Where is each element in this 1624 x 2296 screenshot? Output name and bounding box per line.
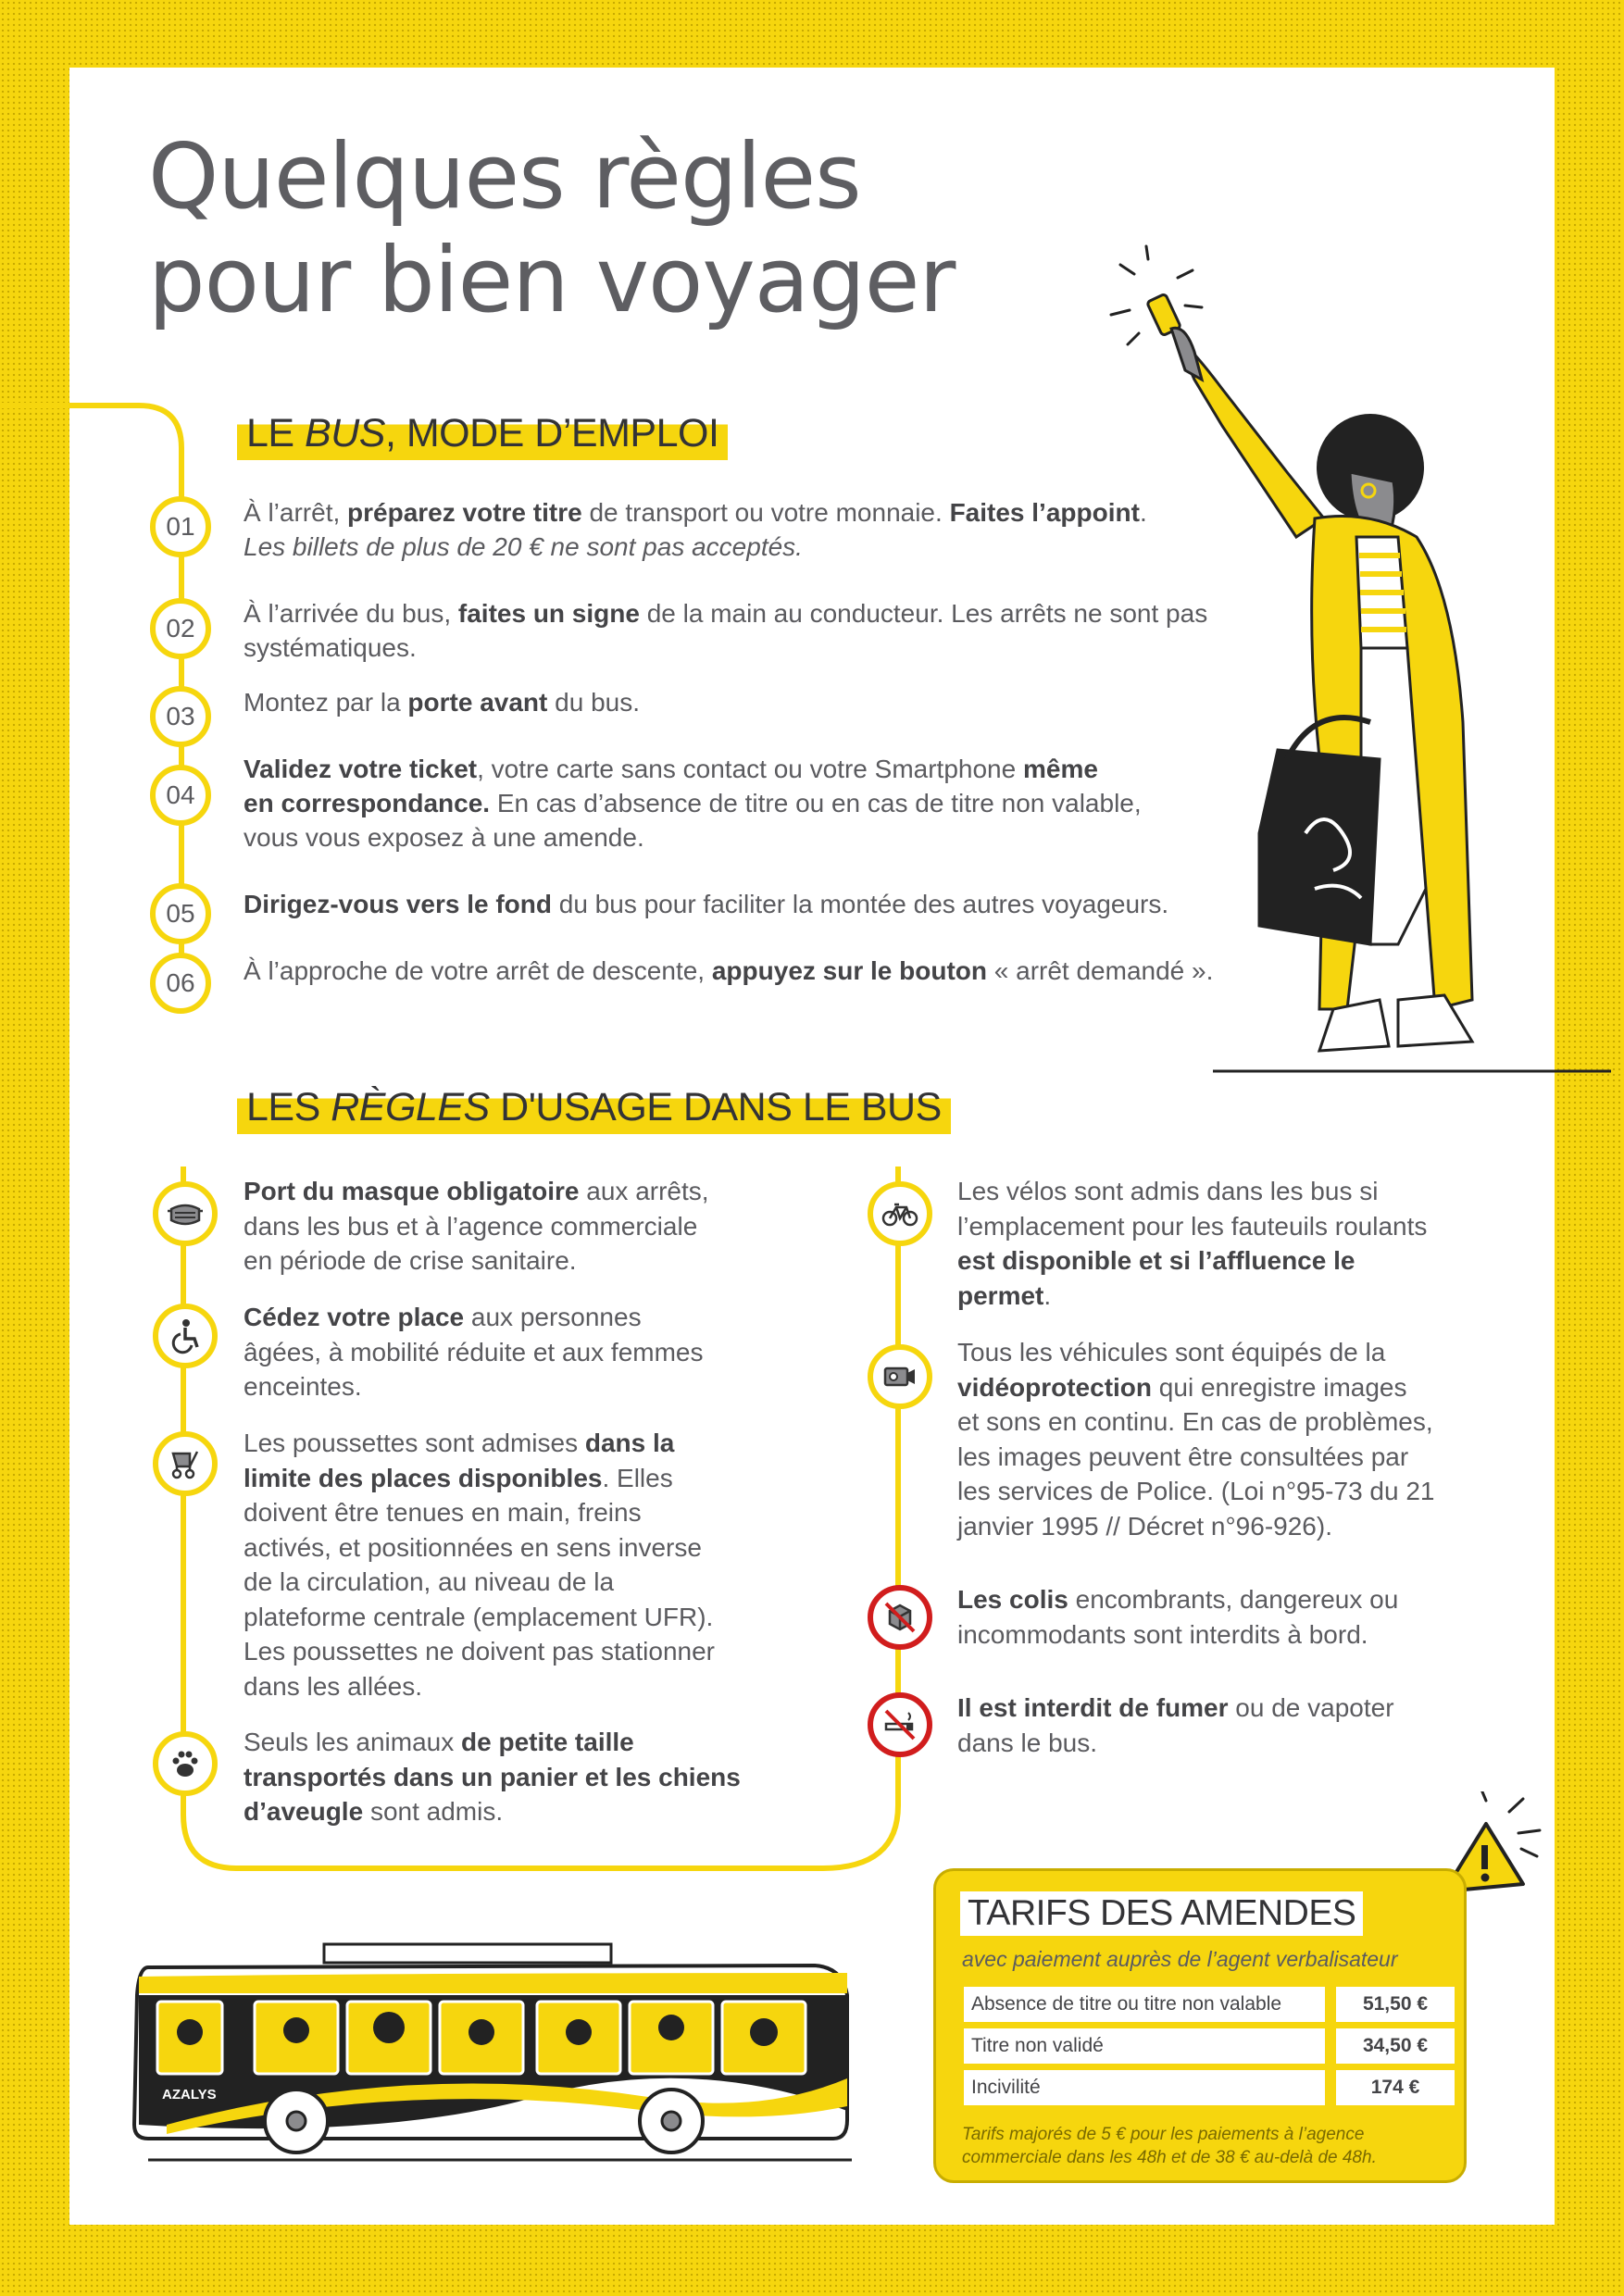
no-smoking-icon (881, 1705, 919, 1744)
step-number-badge: 01 (150, 496, 211, 557)
heading-bus-post: , MODE D’EMPLOI (384, 411, 719, 455)
step-number-badge: 02 (150, 598, 211, 659)
bold-text: limite des places disponibles (244, 1463, 603, 1492)
bold-text: Cédez votre place (244, 1303, 465, 1331)
rule-text (957, 1174, 1494, 1313)
text-run: Tous les véhicules sont équipés de la (957, 1338, 1386, 1366)
bold-text: même (1022, 755, 1098, 783)
rule-text (957, 1582, 1494, 1652)
bold-text: Faites l’appoint (949, 498, 1140, 527)
fine-label: Titre non validé (964, 2028, 1325, 2064)
bold-text: Dirigez-vous vers le fond (244, 890, 552, 918)
bold-text: faites un signe (457, 599, 640, 628)
text-run: qui enregistre images (1152, 1372, 1407, 1402)
rule-icon-badge (153, 1181, 218, 1246)
bold-text: Port du masque obligatoire (244, 1177, 580, 1205)
bus-logo: AZALYS (162, 2087, 217, 2103)
rule-icon-badge (153, 1731, 218, 1796)
fines-note: Tarifs majorés de 5 € pour les paiements à l’agence commerciale dans les 48h et de 38 € au-delà de 48h. (962, 2125, 1377, 2167)
heading-bus-emphasis: BUS (305, 411, 385, 455)
text-run: du bus pour faciliter la montée des autres voyageurs. (551, 890, 1169, 918)
rule-icon-badge (868, 1181, 932, 1246)
text-run: En cas d’absence de titre ou en cas de titre non valable, (490, 789, 1142, 817)
text-run: ou de vapoter (1228, 1693, 1394, 1722)
rule-icon-badge (153, 1304, 218, 1368)
text-run: « arrêt demandé ». (987, 956, 1214, 985)
bold-text: de petite taille (461, 1728, 634, 1756)
bold-text: porte avant (407, 688, 548, 717)
bold-text: en correspondance. (244, 789, 491, 817)
text-run: Les poussettes sont admises (244, 1429, 585, 1457)
text-run: Seuls les animaux (244, 1728, 462, 1756)
fines-row (964, 2028, 1455, 2064)
text-run: de la circulation, au niveau de la (244, 1567, 615, 1596)
text-run: Montez par la (244, 688, 408, 717)
mask-icon (166, 1194, 205, 1233)
fines-subtitle: avec paiement auprès de l’agent verbalisateur (962, 1947, 1398, 1971)
step-number-badge: 06 (150, 953, 211, 1014)
text-run: dans le bus. (957, 1728, 1097, 1757)
text-run: de transport ou votre monnaie. (581, 498, 950, 527)
bold-text: dans la (584, 1429, 675, 1457)
heading-bus-pre: LE (246, 411, 306, 455)
text-run: . Elles (602, 1463, 673, 1492)
text-run: Les poussettes ne doivent pas stationner (244, 1637, 716, 1666)
stroller-icon (166, 1444, 205, 1483)
rule-icon-badge (868, 1585, 932, 1650)
section-heading-rules (237, 1080, 951, 1134)
rule-text (244, 1300, 762, 1404)
camera-icon (881, 1357, 919, 1396)
text-run: vous vous exposez à une amende. (244, 823, 644, 852)
text-run: dans les bus et à l’agence commerciale (244, 1211, 698, 1241)
text-run: À l’approche de votre arrêt de descente, (244, 956, 712, 985)
bold-text: appuyez sur le bouton (711, 956, 987, 985)
text-run: aux arrêts, (579, 1177, 709, 1205)
wheelchair-icon (166, 1316, 205, 1355)
text-run: janvier 1995 // Décret n°96-926). (957, 1511, 1332, 1541)
text-run: sont admis. (363, 1797, 504, 1826)
bicycle-icon (881, 1194, 919, 1233)
step-number-badge: 04 (150, 765, 211, 826)
title-line-1: Quelques règles (148, 124, 861, 229)
page-title (148, 125, 955, 332)
fine-label: Incivilité (964, 2070, 1325, 2105)
text-run: les images peuvent être consultées par (957, 1441, 1409, 1471)
bold-text: préparez votre titre (347, 498, 582, 527)
italic-text: Les billets de plus de 20 € ne sont pas acceptés. (244, 532, 803, 561)
fines-row (964, 1987, 1455, 2022)
text-run: , votre carte sans contact ou votre Smartphone (477, 755, 1023, 783)
text-run: et sons en continu. En cas de problèmes, (957, 1407, 1433, 1436)
text-run: incommodants sont interdits à bord. (957, 1619, 1368, 1649)
fines-title: TARIFS DES AMENDES (960, 1891, 1363, 1936)
bold-text: vidéoprotection (957, 1372, 1153, 1402)
text-run: de la main au conducteur. Les arrêts ne sont pas (639, 599, 1208, 628)
heading-rules-post: D'USAGE DANS LE BUS (489, 1085, 942, 1129)
text-run: enceintes. (244, 1372, 362, 1401)
text-run: aux personnes (464, 1303, 642, 1331)
text-run: l’emplacement pour les fauteuils roulants (957, 1211, 1428, 1241)
text-run: Les vélos sont admis dans les bus si (957, 1177, 1379, 1205)
rule-text (244, 1426, 762, 1703)
fine-value: 34,50 € (1336, 2028, 1455, 2064)
bold-text: d’aveugle (244, 1797, 364, 1826)
heading-rules-pre: LES (246, 1085, 331, 1129)
fines-row (964, 2070, 1455, 2105)
text-run: âgées, à mobilité réduite et aux femmes (244, 1337, 704, 1366)
bold-text: permet (957, 1280, 1044, 1310)
text-run: les services de Police. (Loi n°95-73 du 21 (957, 1477, 1435, 1505)
rule-text (957, 1335, 1494, 1543)
title-line-2: pour bien voyager (148, 228, 956, 332)
rule-text (244, 1725, 762, 1829)
text-run: À l’arrêt, (244, 498, 348, 527)
bold-text: transportés dans un panier et les chiens (244, 1762, 741, 1791)
bold-text: Validez votre ticket (244, 755, 478, 783)
text-run: À l’arrivée du bus, (244, 599, 458, 628)
text-run: systématiques. (244, 633, 417, 662)
step-number-badge: 03 (150, 686, 211, 747)
heading-rules-emphasis: RÈGLES (331, 1085, 490, 1129)
text-run: activés, et positionnées en sens inverse (244, 1532, 702, 1562)
text-run: . (1139, 498, 1147, 527)
text-run: doivent être tenues en main, freins (244, 1498, 642, 1527)
text-run: en période de crise sanitaire. (244, 1246, 577, 1275)
text-run: . (1043, 1280, 1052, 1310)
rule-icon-badge (868, 1344, 932, 1409)
fine-label: Absence de titre ou titre non valable (964, 1987, 1325, 2022)
rule-icon-badge (868, 1692, 932, 1757)
bold-text: Les colis (957, 1585, 1068, 1614)
fine-value: 174 € (1336, 2070, 1455, 2105)
text-run: dans les allées. (244, 1671, 423, 1701)
bold-text: est disponible et si l’affluence le (957, 1246, 1355, 1275)
fine-value: 51,50 € (1336, 1987, 1455, 2022)
rule-text (957, 1691, 1494, 1760)
text-run: plateforme centrale (emplacement UFR). (244, 1602, 714, 1631)
rule-icon-badge (153, 1431, 218, 1496)
step-number-badge: 05 (150, 883, 211, 944)
fines-panel (933, 1868, 1467, 2183)
woman-raising-phone-illustration (1093, 241, 1611, 1083)
rule-text (244, 1174, 762, 1279)
text-run: du bus. (547, 688, 640, 717)
bold-text: Il est interdit de fumer (957, 1693, 1229, 1722)
text-run: encombrants, dangereux ou (1068, 1585, 1399, 1614)
no-parcel-icon (881, 1598, 919, 1637)
paw-icon (166, 1744, 205, 1783)
section-heading-bus (237, 406, 728, 460)
bus-illustration (130, 1940, 852, 2171)
